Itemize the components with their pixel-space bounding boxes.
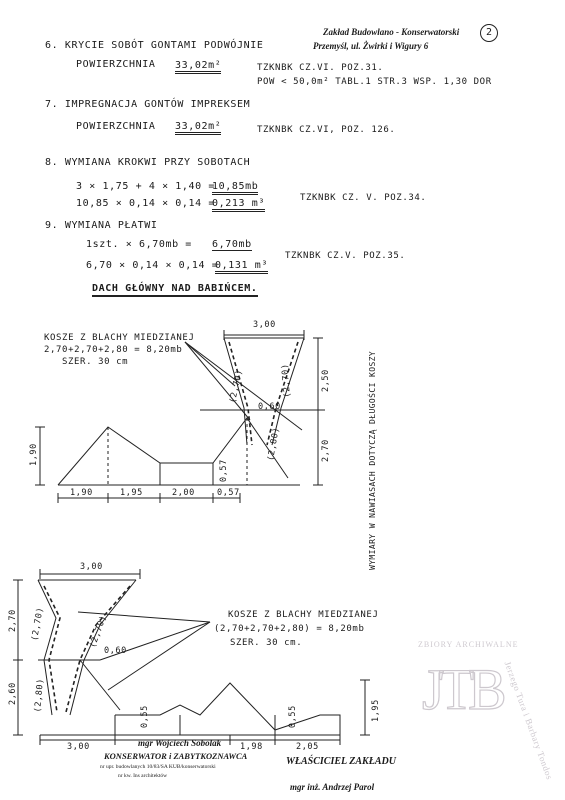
d2-dim-mid: 0,60 — [104, 646, 127, 656]
d1-dim-diag-a: (2,70) — [228, 368, 245, 405]
d1-dim-mid: 0,60 — [258, 402, 281, 412]
page-number: 2 — [485, 27, 493, 38]
d1-dim-top: 3,00 — [253, 320, 276, 330]
d2-dim-left-lower: 2,60 — [8, 682, 18, 705]
d2-dim-right: 1,95 — [371, 699, 381, 722]
archive-watermark — [400, 640, 555, 782]
stamp-left-line3: nr upr. budowlanych 10/83/SA KUB/konserwatorski — [100, 764, 216, 770]
d2-dim-h1: 0,55 — [140, 705, 150, 728]
d2-label-calc: (2,70+2,70+2,80) = 8,20mb — [214, 624, 365, 634]
stamp-left-title: KONSERWATOR i ZABYTKOZNAWCA — [104, 751, 248, 761]
d2-dim-bottom-2: 1,98 — [240, 742, 263, 752]
company-name: Zakład Budowlano - Konserwatorski — [323, 27, 460, 37]
d2-label-width: SZER. 30 cm. — [230, 638, 303, 648]
item-6-note: POW < 50,0m² TABL.1 STR.3 WSP. 1,30 DOR — [257, 77, 492, 87]
d2-dim-top: 3,00 — [80, 562, 103, 572]
stamp-right-title: WŁAŚCICIEL ZAKŁADU — [286, 756, 396, 767]
d2-dim-left-upper: 2,70 — [8, 609, 18, 632]
item-9-calc-2: 6,70 × 0,14 × 0,14 = — [86, 260, 219, 271]
item-9-result-2: 0,131 m³ — [215, 260, 268, 274]
d2-dim-h2: 0,55 — [288, 705, 298, 728]
d1-label-title: KOSZE Z BLACHY MIEDZIANEJ — [44, 333, 195, 343]
item-7-label: POWIERZCHNIA — [76, 121, 156, 132]
item-9-title: 9. WYMIANA PŁATWI — [45, 220, 158, 231]
item-8-result-2: 0,213 m³ — [212, 198, 265, 212]
d1-dim-bottom-3: 2,00 — [172, 488, 195, 498]
d1-dim-diag-b: (2,70) — [280, 362, 293, 398]
item-7-title: 7. IMPREGNACJA GONTÓW IMPREKSEM — [45, 99, 251, 110]
watermark-top-text: ZBIORY ARCHIWALNE — [418, 640, 519, 649]
d1-dim-right-upper: 2,50 — [321, 369, 331, 392]
d1-dim-diag-c: (2,80) — [266, 426, 282, 462]
d2-dim-bottom-3: 2,05 — [296, 742, 319, 752]
d1-dim-small: 0,57 — [219, 459, 229, 482]
item-7-ref: TZKNBK CZ.VI, POZ. 126. — [257, 125, 396, 135]
item-6-title: 6. KRYCIE SOBÓT GONTAMI PODWÓJNIE — [45, 40, 264, 51]
company-address: Przemyśl, ul. Żwirki i Wigury 6 — [313, 41, 429, 51]
item-8-ref: TZKNBK CZ. V. POZ.34. — [300, 193, 427, 203]
d1-dim-bottom-4: 0,57 — [217, 488, 240, 498]
item-9-result-1: 6,70mb — [212, 239, 252, 250]
d1-label-calc: 2,70+2,70+2,80 = 8,20mb — [44, 345, 183, 355]
item-6-value: 33,02m² — [175, 60, 221, 74]
item-6-ref: TZKNBK CZ.VI. POZ.31. — [257, 63, 384, 73]
stamp-left-line4: nr kw. Ins architektów — [118, 773, 168, 779]
d2-dim-bottom-1: 3,00 — [67, 742, 90, 752]
d2-dim-diag-c: (2,80) — [33, 677, 46, 713]
d1-dim-right-lower: 2,70 — [321, 439, 331, 462]
item-8-calc-1: 3 × 1,75 + 4 × 1,40 = — [76, 181, 216, 192]
item-9-ref: TZKNBK CZ.V. POZ.35. — [285, 251, 406, 261]
watermark-letters: JTB — [422, 657, 501, 722]
d1-label-width: SZER. 30 cm — [62, 357, 129, 367]
d1-dim-left: 1,90 — [29, 443, 39, 466]
item-9-calc-1: 1szt. × 6,70mb = — [86, 239, 192, 250]
item-8-calc-2: 10,85 × 0,14 × 0,14 = — [76, 198, 216, 209]
item-7-value: 33,02m² — [175, 121, 221, 135]
item-6-label: POWIERZCHNIA — [76, 59, 156, 70]
d2-dim-diag-a: (2,70) — [30, 606, 46, 642]
item-8-title: 8. WYMIANA KROKWI PRZY SOBOTACH — [45, 157, 251, 168]
d2-label-title: KOSZE Z BLACHY MIEDZIANEJ — [228, 610, 379, 620]
item-8-result-1: 10,85mb — [212, 181, 258, 195]
stamp-left-name: mgr Wojciech Sobolak — [138, 738, 222, 748]
section-title: DACH GŁÓWNY NAD BABIŃCEM. — [92, 283, 258, 297]
d1-dim-bottom-2: 1,95 — [120, 488, 143, 498]
watermark-side-text: Jerzego Tura i Barbary Tondos — [502, 660, 555, 782]
d1-dim-bottom-1: 1,90 — [70, 488, 93, 498]
d2-dim-diag-b: (2,70) — [88, 613, 110, 650]
stamp-right-name: mgr inż. Andrzej Parol — [290, 782, 375, 792]
side-note: WYMIARY W NAWIASACH DOTYCZĄ DŁUGOŚCI KOSZY — [368, 350, 377, 570]
